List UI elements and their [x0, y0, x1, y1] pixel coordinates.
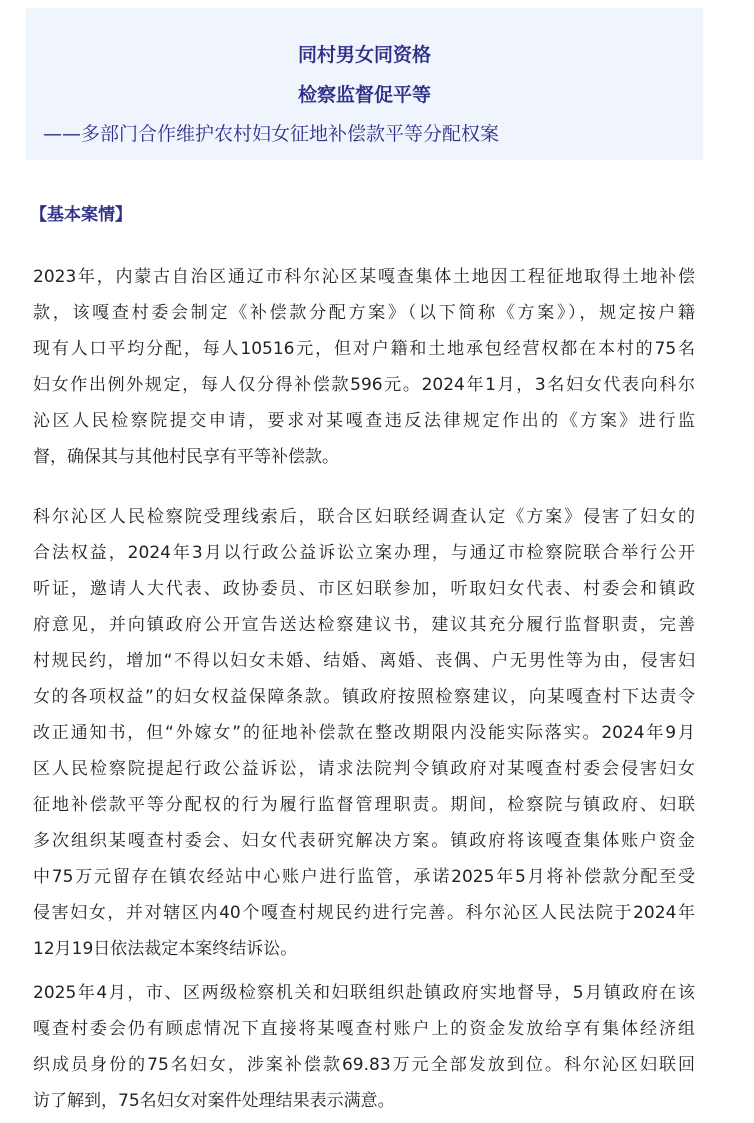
paragraph-line: 织成员身份的75名妇女，涉案补偿款69.83万元全部发放到位。科尔沁区妇联回 [33, 1055, 695, 1075]
paragraph-line: 侵害妇女，并对辖区内40个嘎查村规民约进行完善。科尔沁区人民法院于2024年 [33, 903, 695, 923]
paragraph-line: 妇女作出例外规定，每人仅分得补偿款596元。2024年1月，3名妇女代表向科尔 [33, 375, 695, 395]
paragraph-line: 征地补偿款平等分配权的行为履行监督管理职责。期间，检察院与镇政府、妇联 [33, 795, 695, 815]
title-line-1: 同村男女同资格 [297, 44, 431, 66]
paragraph-line: 嘎查村委会仍有顾虑情况下直接将某嘎查村账户上的资金发放给享有集体经济组 [33, 1019, 695, 1039]
paragraph-line: 12月19日依法裁定本案终结诉讼。 [33, 939, 298, 959]
paragraph-line: 合法权益，2024年3月以行政公益诉讼立案办理，与通辽市检察院联合举行公开 [33, 543, 695, 563]
paragraph-line: 改正通知书，但“外嫁女”的征地补偿款在整改期限内没能实际落实。2024年9月 [33, 723, 695, 743]
paragraph-line: 听证，邀请人大代表、政协委员、市区妇联参加，听取妇女代表、村委会和镇政 [33, 579, 695, 599]
paragraph-line: 村规民约，增加“不得以妇女未婚、结婚、离婚、丧偶、户无男性等为由，侵害妇 [33, 651, 695, 671]
paragraph-line: 府意见，并向镇政府公开宣告送达检察建议书，建议其充分履行监督职责，完善 [33, 615, 695, 635]
paragraph-line: 督，确保其与其他村民享有平等补偿款。 [33, 447, 339, 467]
section-heading: 【基本案情】 [30, 205, 132, 225]
paragraph-line: 沁区人民检察院提交申请，要求对某嘎查违反法律规定作出的《方案》进行监 [33, 411, 695, 431]
paragraph-line: 现有人口平均分配，每人10516元，但对户籍和土地承包经营权都在本村的75名 [33, 339, 695, 359]
paragraph-line: 款，该嘎查村委会制定《补偿款分配方案》（以下简称《方案》），规定按户籍 [33, 303, 695, 323]
subtitle: ——多部门合作维护农村妇女征地补偿款平等分配权案 [43, 123, 500, 145]
paragraph-procuratorate-action [33, 499, 695, 967]
paragraph-line: 访了解到，75名妇女对案件处理结果表示满意。 [33, 1091, 395, 1111]
title-line-2: 检察监督促平等 [297, 84, 431, 106]
paragraph-case-background [33, 259, 695, 475]
paragraph-line: 中75万元留存在镇农经站中心账户进行监管，承诺2025年5月将补偿款分配至受 [33, 867, 695, 887]
paragraph-line: 女的各项权益”的妇女权益保障条款。镇政府按照检察建议，向某嘎查村下达责令 [33, 687, 695, 707]
paragraph-line: 区人民检察院提起行政公益诉讼，请求法院判令镇政府对某嘎查村委会侵害妇女 [33, 759, 695, 779]
paragraph-outcome [33, 975, 695, 1119]
title-banner [26, 8, 703, 160]
paragraph-line: 多次组织某嘎查村委会、妇女代表研究解决方案。镇政府将该嘎查集体账户资金 [33, 831, 695, 851]
paragraph-line: 2025年4月，市、区两级检察机关和妇联组织赴镇政府实地督导，5月镇政府在该 [33, 983, 695, 1003]
paragraph-line: 2023年，内蒙古自治区通辽市科尔沁区某嘎查集体土地因工程征地取得土地补偿 [33, 267, 695, 287]
paragraph-line: 科尔沁区人民检察院受理线索后，联合区妇联经调查认定《方案》侵害了妇女的 [33, 507, 695, 527]
